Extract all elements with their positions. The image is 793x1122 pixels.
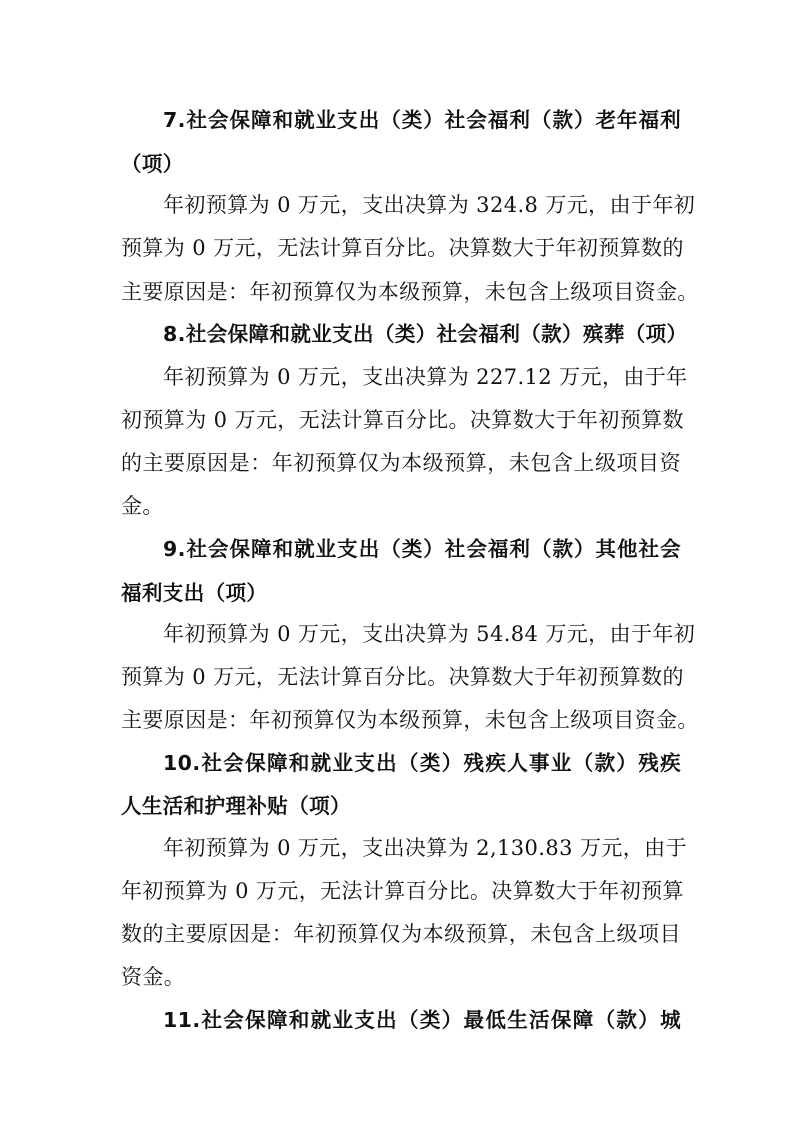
section-heading: 9.社会保障和就业支出（类）社会福利（款）其他社会: [163, 537, 681, 561]
section-heading: 10.社会保障和就业支出（类）残疾人事业（款）残疾: [163, 751, 681, 775]
section-heading: 福利支出（项）: [121, 581, 268, 605]
paragraph-line: 资金。: [121, 965, 186, 989]
paragraph-line: 年初预算为 0 万元，支出决算为 324.8 万元，由于年初: [163, 193, 696, 217]
paragraph-line: 预算为 0 万元，无法计算百分比。决算数大于年初预算数的: [121, 236, 684, 260]
paragraph-line: 初预算为 0 万元，无法计算百分比。决算数大于年初预算数: [121, 408, 684, 432]
section-heading: 11.社会保障和就业支出（类）最低生活保障（款）城: [163, 1008, 681, 1032]
paragraph-line: 主要原因是：年初预算仅为本级预算，未包含上级项目资金。: [121, 708, 699, 732]
paragraph-line: 年初预算为 0 万元，支出决算为 227.12 万元，由于年: [163, 365, 688, 389]
paragraph-line: 主要原因是：年初预算仅为本级预算，未包含上级项目资金。: [121, 280, 699, 304]
paragraph-line: 预算为 0 万元，无法计算百分比。决算数大于年初预算数的: [121, 665, 684, 689]
paragraph-line: 的主要原因是：年初预算仅为本级预算，未包含上级项目资: [121, 451, 681, 475]
paragraph-line: 年初预算为 0 万元，无法计算百分比。决算数大于年初预算: [121, 879, 684, 903]
section-heading: （项）: [121, 152, 184, 176]
paragraph-line: 年初预算为 0 万元，支出决算为 2,130.83 万元，由于: [163, 836, 687, 860]
paragraph-line: 年初预算为 0 万元，支出决算为 54.84 万元，由于年初: [163, 622, 696, 646]
paragraph-line: 数的主要原因是：年初预算仅为本级预算，未包含上级项目: [121, 922, 681, 946]
section-heading: 7.社会保障和就业支出（类）社会福利（款）老年福利: [163, 108, 681, 132]
paragraph-line: 金。: [121, 494, 164, 518]
section-heading: 8.社会保障和就业支出（类）社会福利（款）殡葬（项）: [163, 322, 688, 346]
section-heading: 人生活和护理补贴（项）: [121, 794, 351, 818]
